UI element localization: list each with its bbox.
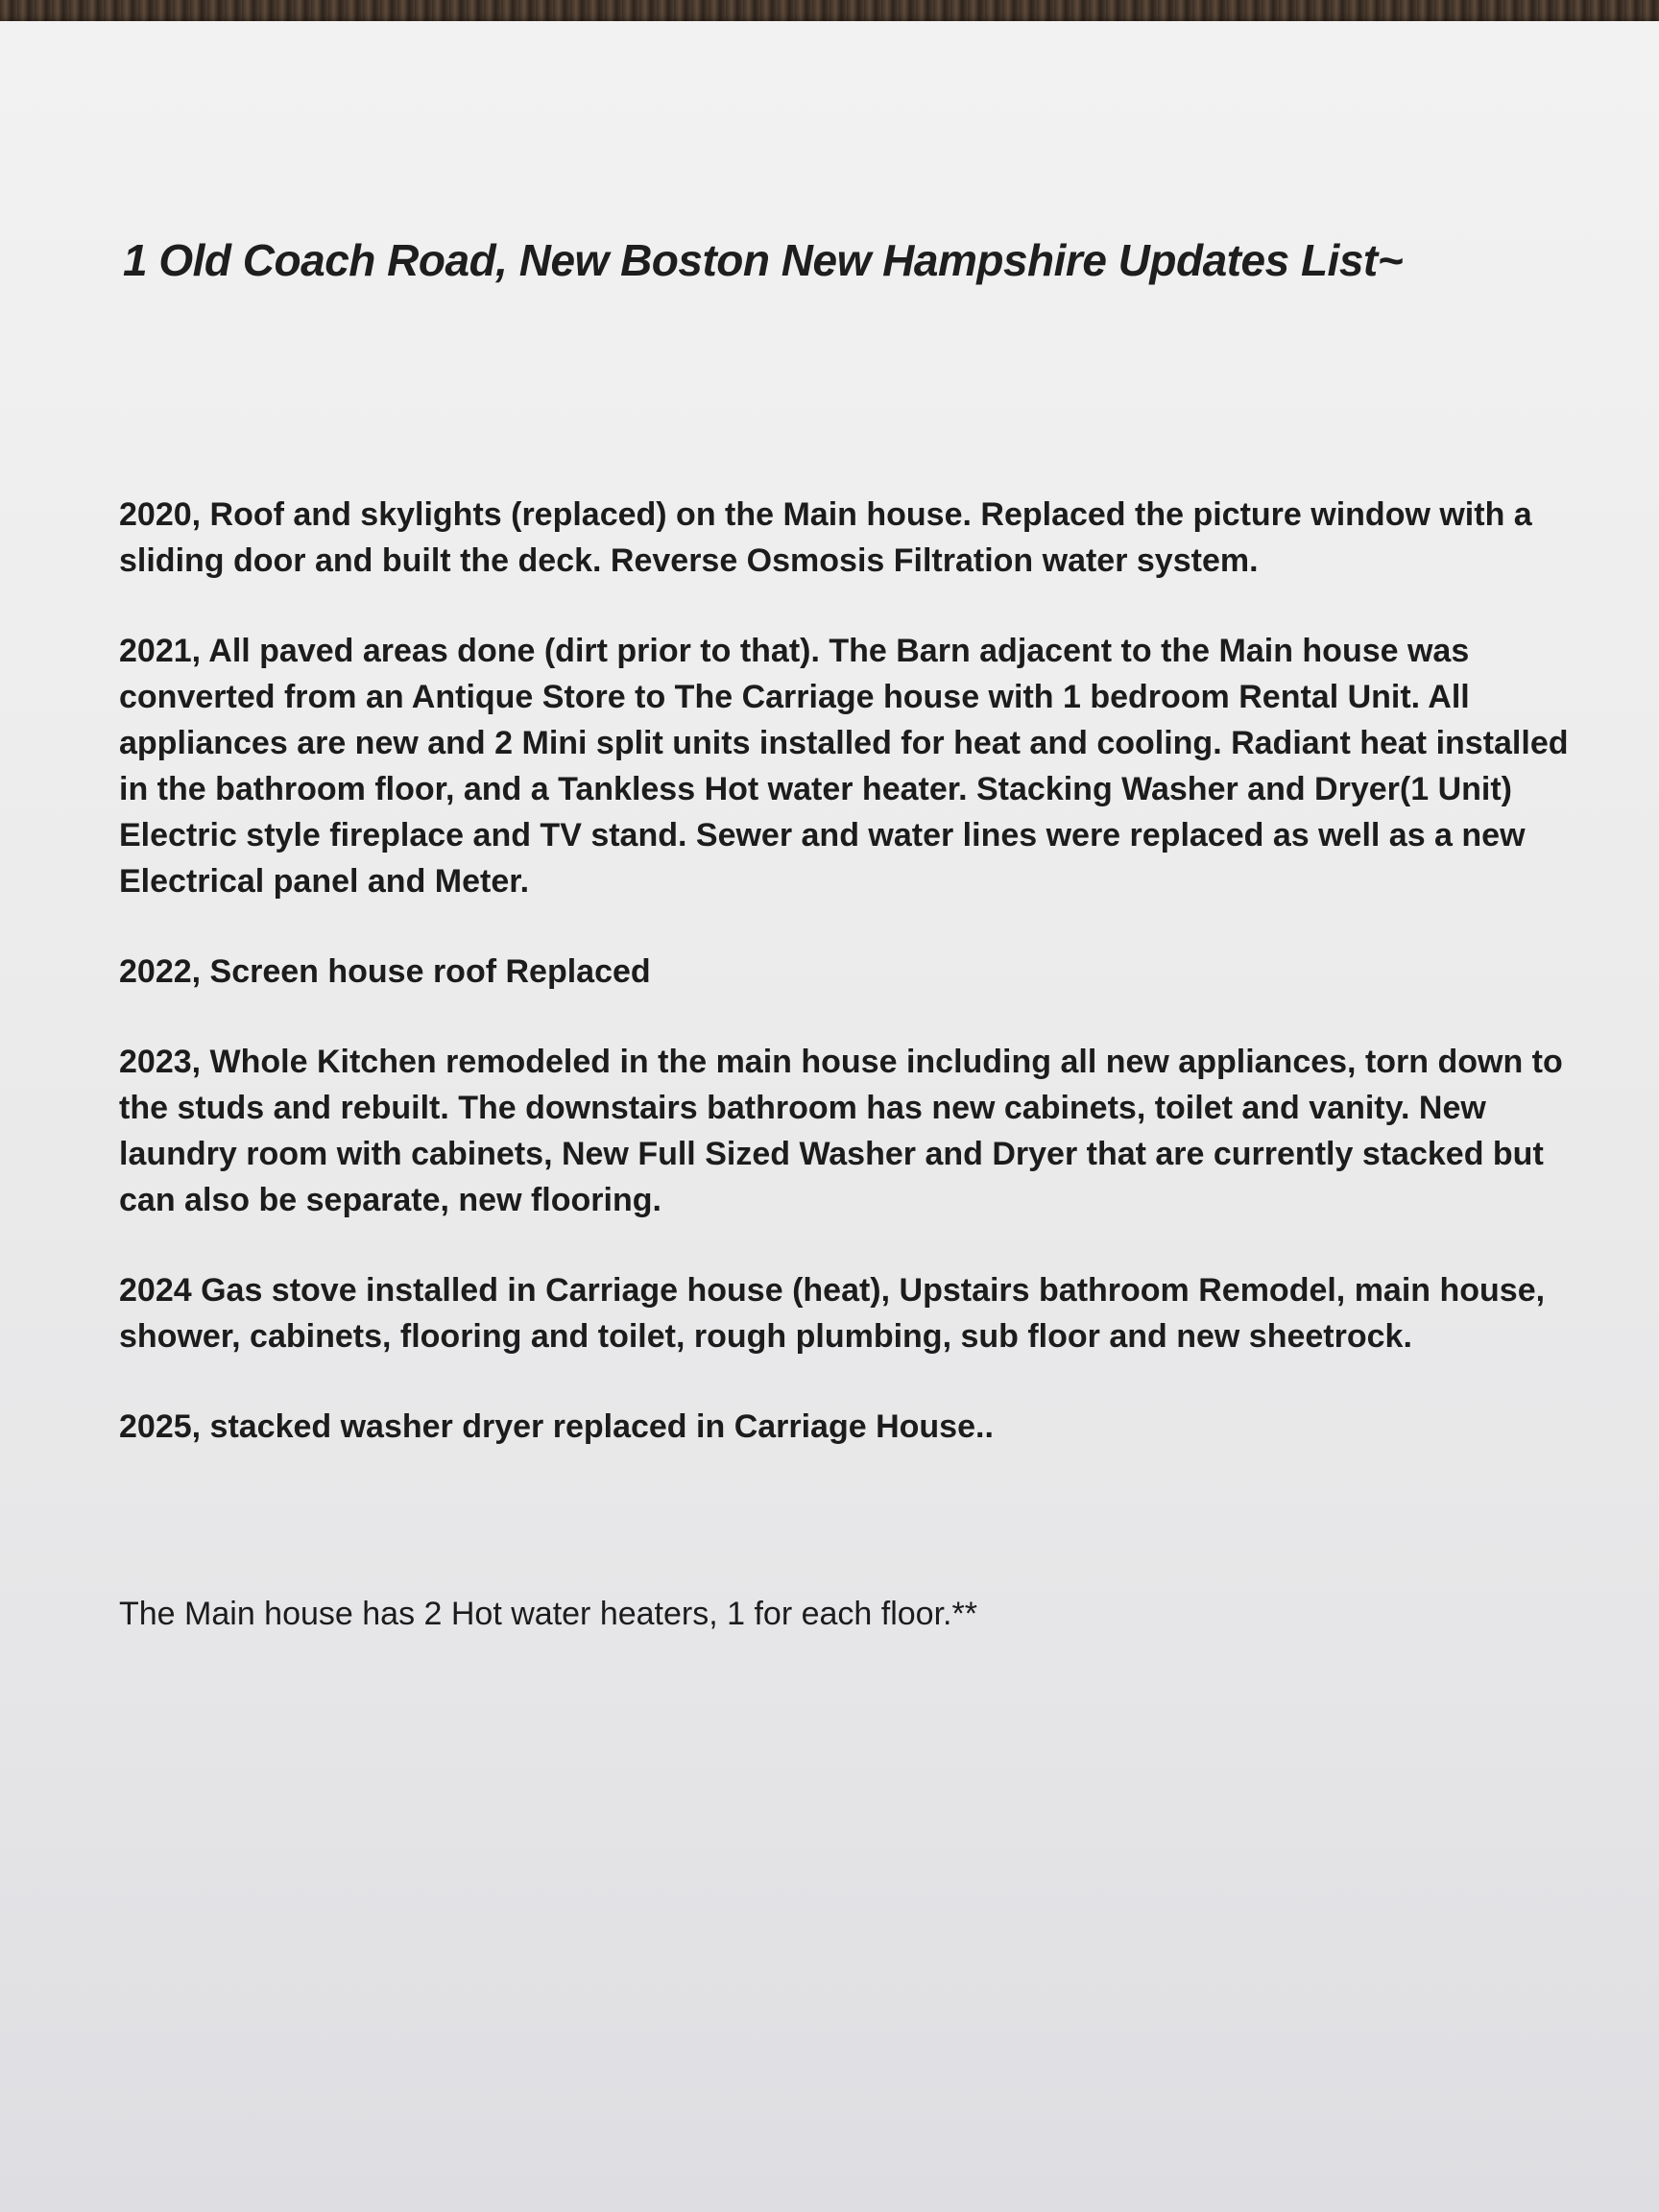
update-entry-2025: 2025, stacked washer dryer replaced in Carriage House..: [119, 1408, 994, 1445]
paper-sheet: [0, 21, 1659, 2212]
document-title: 1 Old Coach Road, New Boston New Hampshire Updates List~: [123, 235, 1404, 285]
update-entry-2024: 2024 Gas stove installed in Carriage house (heat), Upstairs bathroom Remodel, main house, shower, cabinets, flooring and toilet, rough plumbing, sub floor and new sheetrock.: [119, 1272, 1546, 1355]
updates-list: [119, 492, 1598, 1494]
footnote: The Main house has 2 Hot water heaters, 1 for each floor.**: [119, 1596, 977, 1632]
update-entry-2021: 2021, All paved areas done (dirt prior to that). The Barn adjacent to the Main house was converted from an Antique Store to The Carriage house with 1 bedroom Rental Unit. All appliances are new and 2 Mini split units installed for heat and cooling. Radiant heat installed in the bathroom floor, and a Tankless Hot water heater. Stacking Washer and Dryer(1 Unit) Electric style fireplace and TV stand. Sewer and water lines were replaced as well as a new Electrical panel and Meter.: [119, 633, 1569, 900]
update-entry-2020: 2020, Roof and skylights (replaced) on the Main house. Replaced the picture window with a sliding door and built the deck. Reverse Osmosis Filtration water system.: [119, 496, 1532, 579]
update-entry-2023: 2023, Whole Kitchen remodeled in the main house including all new appliances, torn down to the studs and rebuilt. The downstairs bathroom has new cabinets, toilet and vanity. New laundry room with cabinets, New Full Sized Washer and Dryer that are currently stacked but can also be separate, new flooring.: [119, 1044, 1563, 1218]
update-entry-2022: 2022, Screen house roof Replaced: [119, 953, 651, 990]
